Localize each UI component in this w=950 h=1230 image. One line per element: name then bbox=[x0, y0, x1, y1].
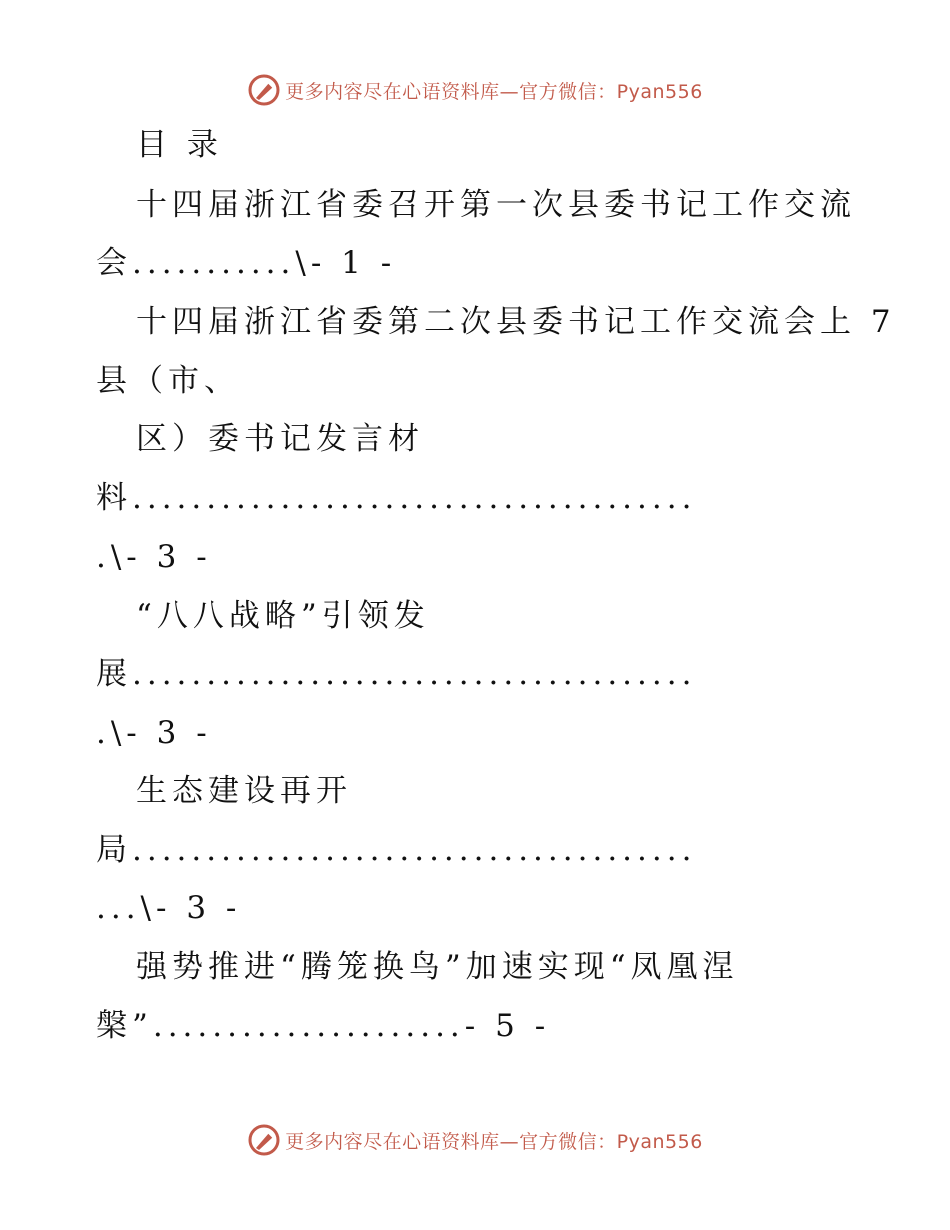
toc-line[interactable]: 十四届浙江省委第二次县委书记工作交流会上 7 bbox=[136, 304, 896, 340]
toc-line[interactable]: 展...................................... bbox=[96, 656, 697, 692]
header-watermark bbox=[0, 70, 950, 110]
toc-line[interactable]: 区）委书记发言材 bbox=[136, 421, 424, 457]
toc-line[interactable]: ...\- 3 - bbox=[96, 890, 242, 926]
toc-line[interactable]: 料...................................... bbox=[96, 480, 697, 516]
toc-line[interactable]: 生态建设再开 bbox=[136, 773, 352, 809]
footer-watermark-text: 更多内容尽在心语资料库—官方微信：Pyan556 bbox=[285, 1130, 703, 1153]
pen-nib-logo-icon bbox=[247, 1123, 281, 1157]
toc-line[interactable]: 十四届浙江省委召开第一次县委书记工作交流 bbox=[136, 187, 856, 223]
toc-line[interactable]: 强势推进“腾笼换鸟”加速实现“凤凰涅 bbox=[136, 949, 739, 985]
footer-watermark bbox=[0, 1120, 950, 1160]
header-watermark-text: 更多内容尽在心语资料库—官方微信：Pyan556 bbox=[285, 80, 703, 103]
toc-line[interactable]: .\- 3 - bbox=[96, 539, 212, 575]
toc-line[interactable]: 槃”.....................- 5 - bbox=[96, 1008, 551, 1044]
toc-heading: 目 录 bbox=[136, 127, 223, 163]
toc-line[interactable]: 局...................................... bbox=[96, 832, 697, 868]
toc-line[interactable]: 会...........\- 1 - bbox=[96, 245, 397, 281]
pen-nib-logo-icon bbox=[247, 73, 281, 107]
toc-line[interactable]: “八八战略”引领发 bbox=[136, 598, 430, 634]
toc-line[interactable]: 县（市、 bbox=[96, 363, 240, 399]
toc-line[interactable]: .\- 3 - bbox=[96, 715, 212, 751]
